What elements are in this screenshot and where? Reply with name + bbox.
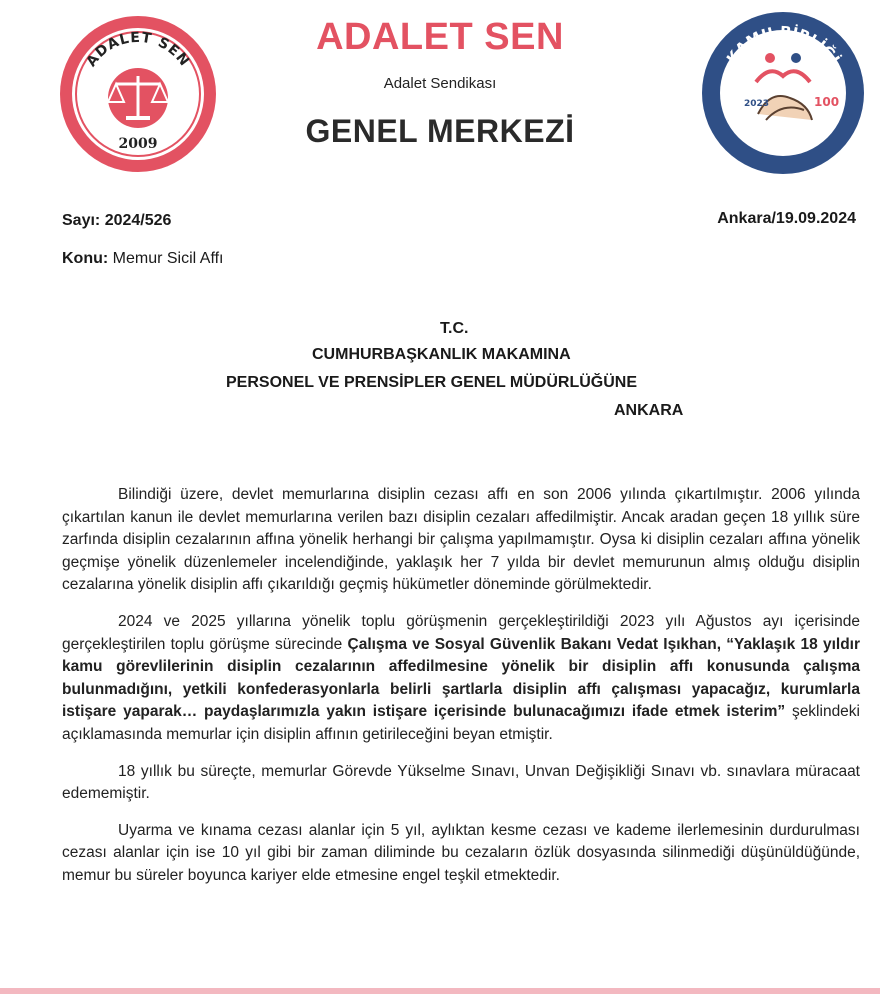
paragraph-4: Uyarma ve kınama cezası alanlar için 5 yıl, aylıktan kesme cezası ve kademe ilerlemesinin durdurulması cezası alanlar için ise 10 yıl gibi bir zaman diliminde bu cezaların özlük dosyasında silinmediği düşünüldüğünde, memur bu süreler boyunca kariyer elde etmesine engel teşkil etmektedir. [62,821,860,884]
paragraph-3: 18 yıllık bu süreçte, memurlar Görevde Yükselme Sınavı, Unvan Değişikliği Sınavı vb. sınavlara müracaat edememiştir. [62,762,860,803]
seal-top-text: ADALET SEN [83,29,193,70]
org-subtitle: Adalet Sendikası [383,75,497,92]
kb-top-text: KAMU BİRLİĞİ [722,22,844,68]
subject-label: Konu: [62,250,109,267]
document-number: Sayı: 2024/526 [62,212,172,229]
letter-body [62,484,860,902]
kb-year: 2023 [744,99,770,109]
seal-year: 2009 [118,136,158,152]
kb-bottom-text: KONFEDERASYONU [722,108,844,158]
adalet-sen-seal-icon [58,14,218,174]
paragraph-2-start: 2024 ve 2025 yıllarına yönelik toplu görüşmenin gerçekleştirildiği 2023 yılı Ağustos ayı içerisinde gerçekleştirilen toplu görüşme sürecinde [62,612,860,653]
subject-line [62,250,224,268]
addressee-line-3: PERSONEL VE PRENSİPLER GENEL MÜDÜRLÜĞÜNE [226,374,638,391]
addressee-line-2: CUMHURBAŞKANLIK MAKAMINA [312,346,571,363]
document-date: Ankara/19.09.2024 [717,210,856,227]
kamu-birligi-confederation-icon [700,10,866,176]
paragraph-2-quote: Çalışma ve Sosyal Güvenlik Bakanı Vedat Işıkhan, “Yaklaşık 18 yıldır kamu görevlilerinin disiplin cezalarının affedilmesine yönelik bir disiplin affı konusunda çalışma bulunmadığını, yetkili konfederasyonlarla belirli şartlarla disiplin affı çalışması yapacağız, kurumlarla istişare yaparak… paydaşlarımızla yakın istişare içerisinde bulunacağımızı ifade etmek isterim” [62,635,860,721]
addressee-line-4: ANKARA [614,402,684,419]
page-bottom-edge [0,988,880,994]
paragraph-2-end: şeklindeki açıklamasında memurlar için disiplin affının getirileceğini beyan etmiştir. [62,703,860,743]
subject-value: Memur Sicil Affı [112,250,224,267]
kb-mark: 100 [814,95,840,109]
org-title: ADALET SEN [316,16,564,58]
paragraph-1: Bilindiği üzere, devlet memurlarına disiplin cezası affı en son 2006 yılında çıkartılmıştır. 2006 yılında çıkartılan kanun ile devlet memurlarına verilen bazı disiplin cezaları affedilmiştir. Ancak aradan geçen 18 yıllık süre zarfında disiplin cezalarının affına yönelik herhangi bir çalışma yapılmamıştır. Oysa ki disiplin cezaları affına yönelik geçmişe yönelik düzenlemeler incelendiğinde, yaklaşık her 7 yılda bir devlet memurunun almış olduğu disiplin cezalarına yönelik disiplin affı çıkarıldığı geçmiş hükümetler döneminde görülmektedir. [62,486,860,594]
paragraph-2 [62,611,860,747]
org-headquarters: GENEL MERKEZİ [305,113,575,149]
addressee-line-1: T.C. [440,320,469,337]
